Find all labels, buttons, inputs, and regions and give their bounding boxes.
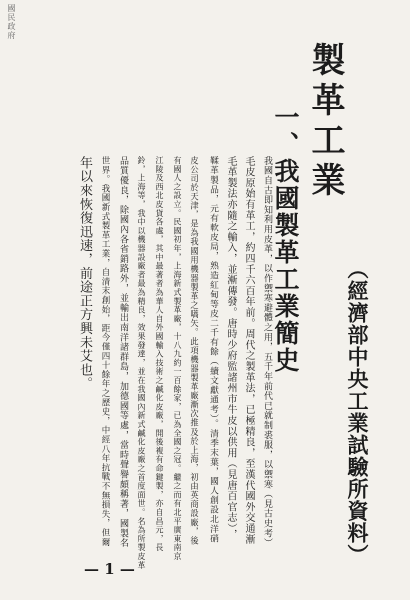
body-text-column: 毛革製法亦隨之輸入，並漸傳發。唐時少府監諸州市牛皮以供用（見唐百官志）， xyxy=(225,156,236,540)
library-stamp: 國民政府 xyxy=(7,4,16,40)
body-text-column: 我國自古即知利用皮革，以作禦寒避體之用，五千年前代已就制裘服，以禦寒（見古史考） xyxy=(262,156,272,548)
source-note: （經濟部中央工業試驗所資料） xyxy=(345,258,370,566)
body-text-column: 年以來恢復迅速，前途正方興未艾也。 xyxy=(77,156,92,391)
body-text-column: 毛皮原始有革工，約四千六百年前。周代之製革法，已極精良，至漢代國外交通漸 xyxy=(243,156,254,545)
section-title: 一、我國製革工業簡史 xyxy=(271,104,300,374)
page-number: — 1 — xyxy=(84,560,135,578)
body-text-column: 鞣革製品，元有軟皮局，熟造紅甸等皮二千有餘（續文獻通考）。清季末葉，國人創設北洋硝 xyxy=(208,156,218,544)
body-text-column: 世界。我國新式製革工業，自清末創始，距今僅四十餘年之歷史，中經八年抗戰不無損失，但爾 xyxy=(100,156,110,547)
chapter-title: 製革工業 xyxy=(305,42,345,202)
body-text-column: 有國人之設立。民國初年，上海新式製革廠，十八九約一百餘家，已為全國之冠。繼之而有北平廣東南京 xyxy=(173,156,182,561)
body-text-column: 鈴，上海等，我中以機器設廠者最為精良，效果發達，並在我國內新式鹹化皮廠之首度面世。名為所製皮革 xyxy=(137,156,146,570)
body-text-column: 皮公司於天津，是為我國用機器製革之嚆矢。此項機器製革廠漸次推及於上海，初由英商設廠，後 xyxy=(190,156,200,546)
body-text-column: 江陵及西北皮貨各處，其中最著者為華人自外國輸入技術之鹹化皮廠，開後複有命鍵製，亦自昌元，長 xyxy=(155,156,164,552)
body-text-column: 品質優良，除國內各省銷路外，並輸出南洋諸群島，加德國等處，當時聲譽頗稱著，國製名 xyxy=(118,156,128,548)
